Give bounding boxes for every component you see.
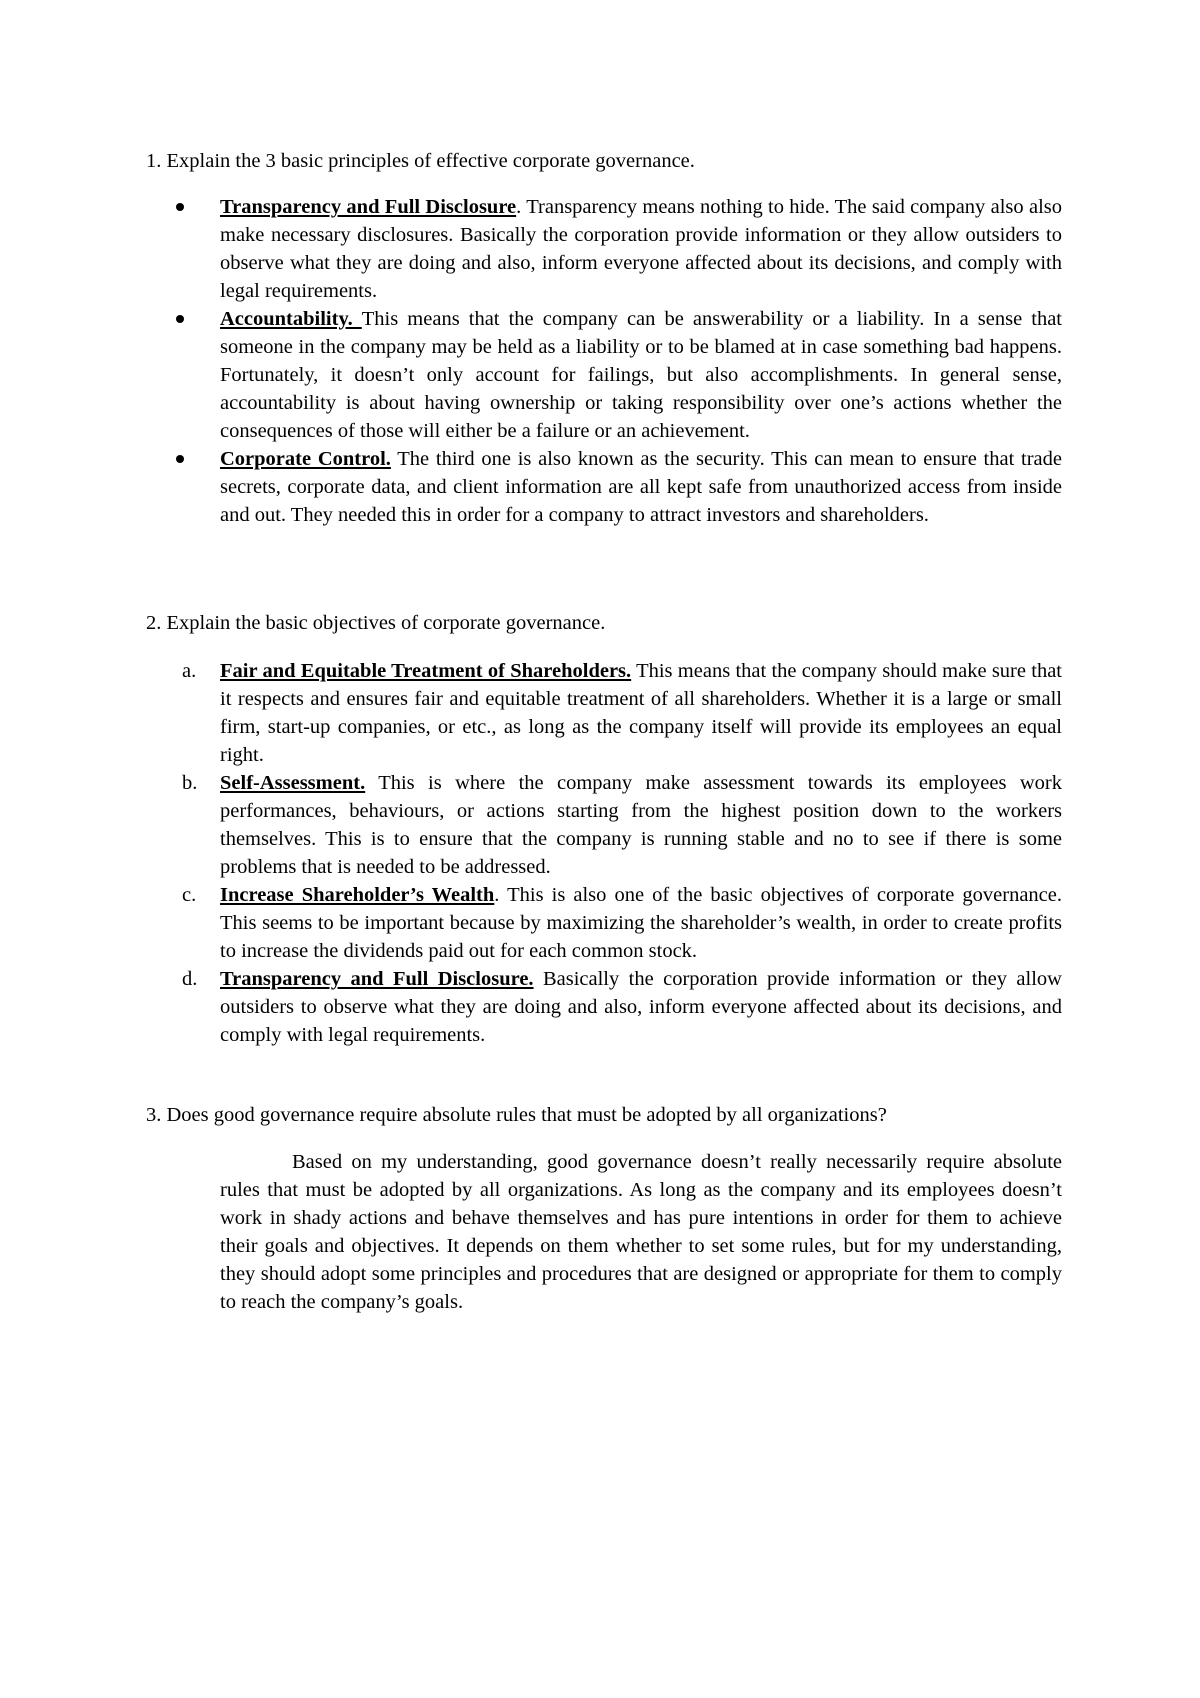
- item-letter: b.: [182, 772, 198, 794]
- question-number: 1.: [146, 150, 162, 172]
- item-term: Transparency and Full Disclosure: [220, 196, 517, 218]
- item-text: This is where the company make assessment towards its employees work performances, behaviours, or actions starting from the highest position down to the workers themselves. This is to ensure that the company is running stable and no to see if there is some problems that is needed to be addressed.: [220, 772, 1062, 878]
- principles-list: [172, 193, 1062, 529]
- question-number: 3.: [146, 1104, 162, 1126]
- question-number: 2.: [146, 612, 162, 634]
- item-term: Accountability.: [220, 308, 362, 330]
- list-item: [172, 193, 1062, 305]
- item-text: . Transparency means nothing to hide. The said company also also make necessary disclosures. Basically the corporation provide information or they allow outsiders to observe what they are doing and also, inform everyone affected about its decisions, and comply with legal requirements.: [220, 196, 1062, 302]
- item-letter: d.: [182, 968, 198, 990]
- item-letter: c.: [182, 884, 197, 906]
- list-item: [172, 769, 1062, 881]
- item-letter: a.: [182, 660, 197, 682]
- question-3: [146, 1101, 1066, 1129]
- item-text: This means that the company can be answerability or a liability. In a sense that someone in the company may be held as a liability or to be blamed at in case something bad happens. Fortunately, it doesn’t only account for failings, but also accomplishments. In general sense, accountability is about having ownership or taking responsibility over one’s actions whether the consequences of those will either be a failure or an achievement.: [220, 308, 1062, 442]
- bullet-dot-icon: [176, 455, 184, 463]
- item-text: This means that the company should make sure that it respects and ensures fair and equitable treatment of all shareholders. Whether it is a large or small firm, start-up companies, or etc., as long as the company itself will provide its employees an equal right.: [220, 660, 1062, 766]
- list-item: [172, 305, 1062, 445]
- bullet-dot-icon: [176, 315, 184, 323]
- item-term: Self-Assessment.: [220, 772, 366, 794]
- list-item: [172, 445, 1062, 529]
- item-term: Corporate Control.: [220, 448, 391, 470]
- question-text: Explain the 3 basic principles of effective corporate governance.: [166, 150, 695, 172]
- item-term: Transparency and Full Disclosure.: [220, 968, 534, 990]
- objectives-list: [172, 657, 1062, 1049]
- item-term: Increase Shareholder’s Wealth: [220, 884, 495, 906]
- question-text: Explain the basic objectives of corporate governance.: [166, 612, 606, 634]
- question-2: [146, 609, 1066, 637]
- item-text: . This is also one of the basic objectives of corporate governance. This seems to be important because by maximizing the shareholder’s wealth, in order to create profits to increase the dividends paid out for each common stock.: [220, 884, 1062, 962]
- list-item: [172, 965, 1062, 1049]
- item-term: Fair and Equitable Treatment of Shareholders.: [220, 660, 632, 682]
- question-text: Does good governance require absolute rules that must be adopted by all organizations?: [166, 1104, 887, 1126]
- item-text: Basically the corporation provide information or they allow outsiders to observe what they are doing and also, inform everyone affected about its decisions, and comply with legal requirements.: [220, 968, 1062, 1046]
- item-text: The third one is also known as the security. This can mean to ensure that trade secrets, corporate data, and client information are all kept safe from unauthorized access from inside and out. They needed this in order for a company to attract investors and shareholders.: [220, 448, 1062, 526]
- question-1: [146, 147, 1066, 175]
- list-item: [172, 881, 1062, 965]
- list-item: [172, 657, 1062, 769]
- bullet-dot-icon: [176, 203, 184, 211]
- answer-paragraph: Based on my understanding, good governance doesn’t really necessarily require absolute rules that must be adopted by all organizations. As long as the company and its employees doesn’t work in shady actions and behave themselves and has pure intentions in order for them to achieve their goals and objectives. It depends on them whether to set some rules, but for my understanding, they should adopt some principles and procedures that are designed or appropriate for them to comply to reach the company’s goals.: [220, 1151, 1062, 1313]
